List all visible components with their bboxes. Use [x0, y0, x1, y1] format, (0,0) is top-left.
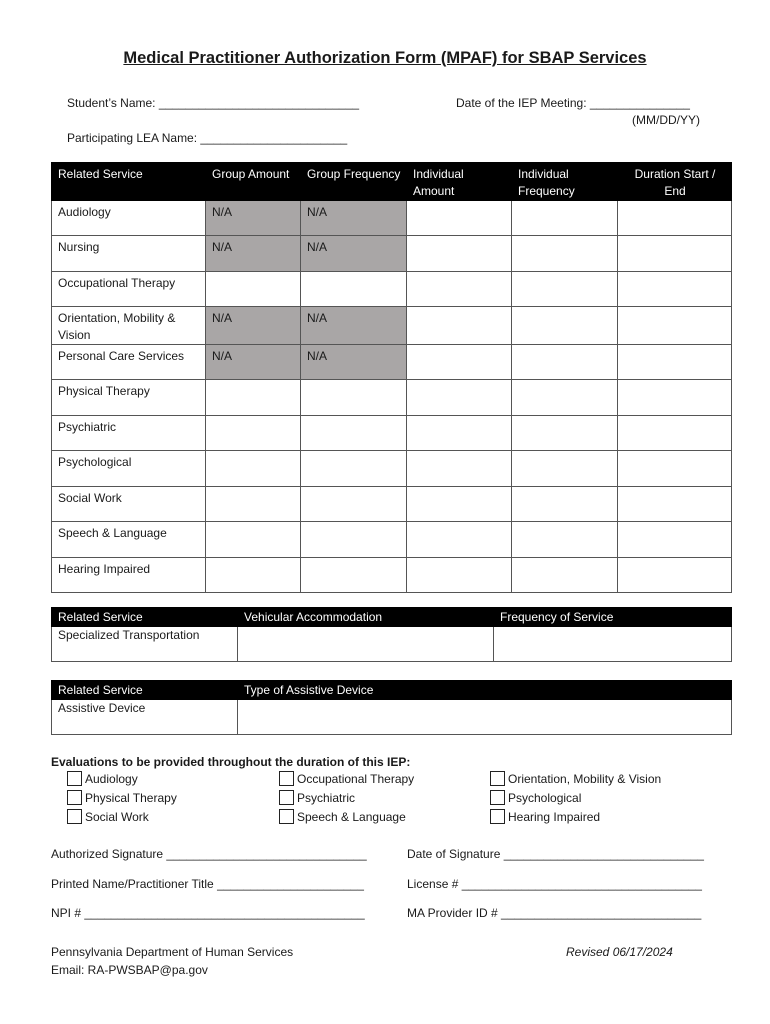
individual-amount-cell[interactable]	[407, 345, 512, 380]
individual-amount-cell[interactable]	[407, 416, 512, 451]
group-frequency-cell: N/A	[301, 307, 407, 345]
eval-orientation-mobility-vision[interactable]: Orientation, Mobility & Vision	[490, 771, 661, 786]
col-group-frequency: Group Frequency	[301, 163, 407, 201]
npi-field[interactable]: NPI # __________________________________________	[51, 906, 365, 920]
individual-amount-cell[interactable]	[407, 201, 512, 236]
individual-frequency-cell[interactable]	[512, 451, 618, 487]
table-row	[52, 201, 732, 236]
duration-cell[interactable]	[618, 487, 732, 522]
individual-amount-cell[interactable]	[407, 487, 512, 522]
group-amount-cell[interactable]	[206, 451, 301, 487]
transport-table-header	[52, 608, 732, 627]
duration-cell[interactable]	[618, 272, 732, 307]
checkbox[interactable]	[490, 809, 505, 824]
footer-department: Pennsylvania Department of Human Services	[51, 945, 294, 959]
lea-name-field[interactable]: Participating LEA Name: ______________________	[67, 131, 348, 145]
col-duration: Duration Start / End	[618, 163, 732, 201]
duration-cell[interactable]	[618, 522, 732, 558]
individual-frequency-cell[interactable]	[512, 416, 618, 451]
table-row	[52, 522, 732, 558]
eval-speech-language[interactable]: Speech & Language	[279, 809, 406, 824]
service-name: Psychological	[52, 451, 206, 487]
individual-frequency-cell[interactable]	[512, 272, 618, 307]
group-amount-cell[interactable]	[206, 380, 301, 416]
evaluations-heading: Evaluations to be provided throughout the duration of this IEP:	[51, 755, 411, 769]
table-row	[52, 700, 732, 735]
duration-cell[interactable]	[618, 201, 732, 236]
col-frequency-of-service: Frequency of Service	[494, 608, 732, 627]
individual-frequency-cell[interactable]	[512, 380, 618, 416]
group-frequency-cell[interactable]	[301, 522, 407, 558]
service-name: Physical Therapy	[52, 380, 206, 416]
service-name: Audiology	[52, 201, 206, 236]
col-related-service: Related Service	[52, 163, 206, 201]
eval-psychological[interactable]: Psychological	[490, 790, 581, 805]
device-table-header	[52, 681, 732, 700]
group-amount-cell[interactable]	[206, 487, 301, 522]
group-amount-cell[interactable]	[206, 558, 301, 593]
col-group-amount: Group Amount	[206, 163, 301, 201]
group-frequency-cell[interactable]	[301, 451, 407, 487]
table-row	[52, 236, 732, 272]
eval-occupational-therapy[interactable]: Occupational Therapy	[279, 771, 414, 786]
individual-amount-cell[interactable]	[407, 558, 512, 593]
individual-amount-cell[interactable]	[407, 272, 512, 307]
group-frequency-cell[interactable]	[301, 487, 407, 522]
checkbox[interactable]	[67, 809, 82, 824]
table-row	[52, 487, 732, 522]
services-table	[51, 162, 732, 593]
eval-psychiatric[interactable]: Psychiatric	[279, 790, 355, 805]
group-amount-cell[interactable]	[206, 416, 301, 451]
individual-amount-cell[interactable]	[407, 236, 512, 272]
duration-cell[interactable]	[618, 307, 732, 345]
group-frequency-cell[interactable]	[301, 272, 407, 307]
service-name: Occupational Therapy	[52, 272, 206, 307]
group-amount-cell: N/A	[206, 201, 301, 236]
service-name: Orientation, Mobility & Vision	[52, 307, 206, 345]
individual-frequency-cell[interactable]	[512, 558, 618, 593]
col-vehicular-accommodation: Vehicular Accommodation	[238, 608, 494, 627]
frequency-of-service-cell[interactable]	[494, 627, 732, 662]
group-frequency-cell: N/A	[301, 201, 407, 236]
service-name: Speech & Language	[52, 522, 206, 558]
table-row	[52, 558, 732, 593]
col-related-service: Related Service	[52, 608, 238, 627]
table-row	[52, 451, 732, 487]
col-individual-amount: Individual Amount	[407, 163, 512, 201]
authorized-signature-field[interactable]: Authorized Signature ______________________________	[51, 847, 367, 861]
individual-amount-cell[interactable]	[407, 380, 512, 416]
service-name: Social Work	[52, 487, 206, 522]
checkbox[interactable]	[67, 771, 82, 786]
group-frequency-cell: N/A	[301, 236, 407, 272]
col-assistive-device-type: Type of Assistive Device	[238, 681, 732, 700]
assistive-device-type-cell[interactable]	[238, 700, 732, 735]
group-frequency-cell[interactable]	[301, 416, 407, 451]
device-table	[51, 680, 732, 735]
service-name: Personal Care Services	[52, 345, 206, 380]
service-name: Nursing	[52, 236, 206, 272]
individual-frequency-cell[interactable]	[512, 487, 618, 522]
duration-cell[interactable]	[618, 345, 732, 380]
table-row	[52, 307, 732, 345]
checkbox[interactable]	[67, 790, 82, 805]
services-table-header	[52, 163, 732, 201]
col-related-service: Related Service	[52, 681, 238, 700]
group-amount-cell[interactable]	[206, 522, 301, 558]
checkbox[interactable]	[490, 771, 505, 786]
duration-cell[interactable]	[618, 451, 732, 487]
individual-frequency-cell[interactable]	[512, 345, 618, 380]
checkbox[interactable]	[279, 790, 294, 805]
eval-physical-therapy[interactable]: Physical Therapy	[67, 790, 177, 805]
individual-amount-cell[interactable]	[407, 307, 512, 345]
checkbox[interactable]	[279, 809, 294, 824]
duration-cell[interactable]	[618, 380, 732, 416]
eval-social-work[interactable]: Social Work	[67, 809, 149, 824]
iep-date-format: (MM/DD/YY)	[632, 113, 700, 127]
table-row	[52, 380, 732, 416]
iep-date-field[interactable]: Date of the IEP Meeting: _______________	[456, 96, 690, 110]
group-frequency-cell[interactable]	[301, 558, 407, 593]
eval-audiology[interactable]: Audiology	[67, 771, 138, 786]
individual-frequency-cell[interactable]	[512, 201, 618, 236]
license-field[interactable]: License # ____________________________________	[407, 877, 702, 891]
group-frequency-cell[interactable]	[301, 380, 407, 416]
individual-amount-cell[interactable]	[407, 451, 512, 487]
individual-amount-cell[interactable]	[407, 522, 512, 558]
footer-revised: Revised 06/17/2024	[566, 945, 673, 959]
checkbox[interactable]	[279, 771, 294, 786]
table-row	[52, 345, 732, 380]
col-individual-frequency: Individual Frequency	[512, 163, 618, 201]
service-name: Psychiatric	[52, 416, 206, 451]
group-amount-cell: N/A	[206, 236, 301, 272]
footer-email: Email: RA-PWSBAP@pa.gov	[51, 963, 208, 977]
table-row	[52, 627, 732, 662]
duration-cell[interactable]	[618, 558, 732, 593]
transport-table	[51, 607, 732, 662]
group-frequency-cell: N/A	[301, 345, 407, 380]
group-amount-cell: N/A	[206, 307, 301, 345]
vehicular-accommodation-cell[interactable]	[238, 627, 494, 662]
eval-hearing-impaired[interactable]: Hearing Impaired	[490, 809, 600, 824]
printed-name-field[interactable]: Printed Name/Practitioner Title ______________________	[51, 877, 364, 891]
individual-frequency-cell[interactable]	[512, 307, 618, 345]
group-amount-cell[interactable]	[206, 272, 301, 307]
service-name: Assistive Device	[52, 700, 238, 735]
date-of-signature-field[interactable]: Date of Signature ______________________________	[407, 847, 704, 861]
individual-frequency-cell[interactable]	[512, 236, 618, 272]
group-amount-cell: N/A	[206, 345, 301, 380]
table-row	[52, 416, 732, 451]
duration-cell[interactable]	[618, 236, 732, 272]
service-name: Specialized Transportation	[52, 627, 238, 662]
table-row	[52, 272, 732, 307]
individual-frequency-cell[interactable]	[512, 522, 618, 558]
checkbox[interactable]	[490, 790, 505, 805]
ma-provider-id-field[interactable]: MA Provider ID # ______________________________	[407, 906, 702, 920]
service-name: Hearing Impaired	[52, 558, 206, 593]
form-title: Medical Practitioner Authorization Form (MPAF) for SBAP Services	[123, 49, 647, 67]
duration-cell[interactable]	[618, 416, 732, 451]
student-name-field[interactable]: Student’s Name: ______________________________	[67, 96, 360, 110]
